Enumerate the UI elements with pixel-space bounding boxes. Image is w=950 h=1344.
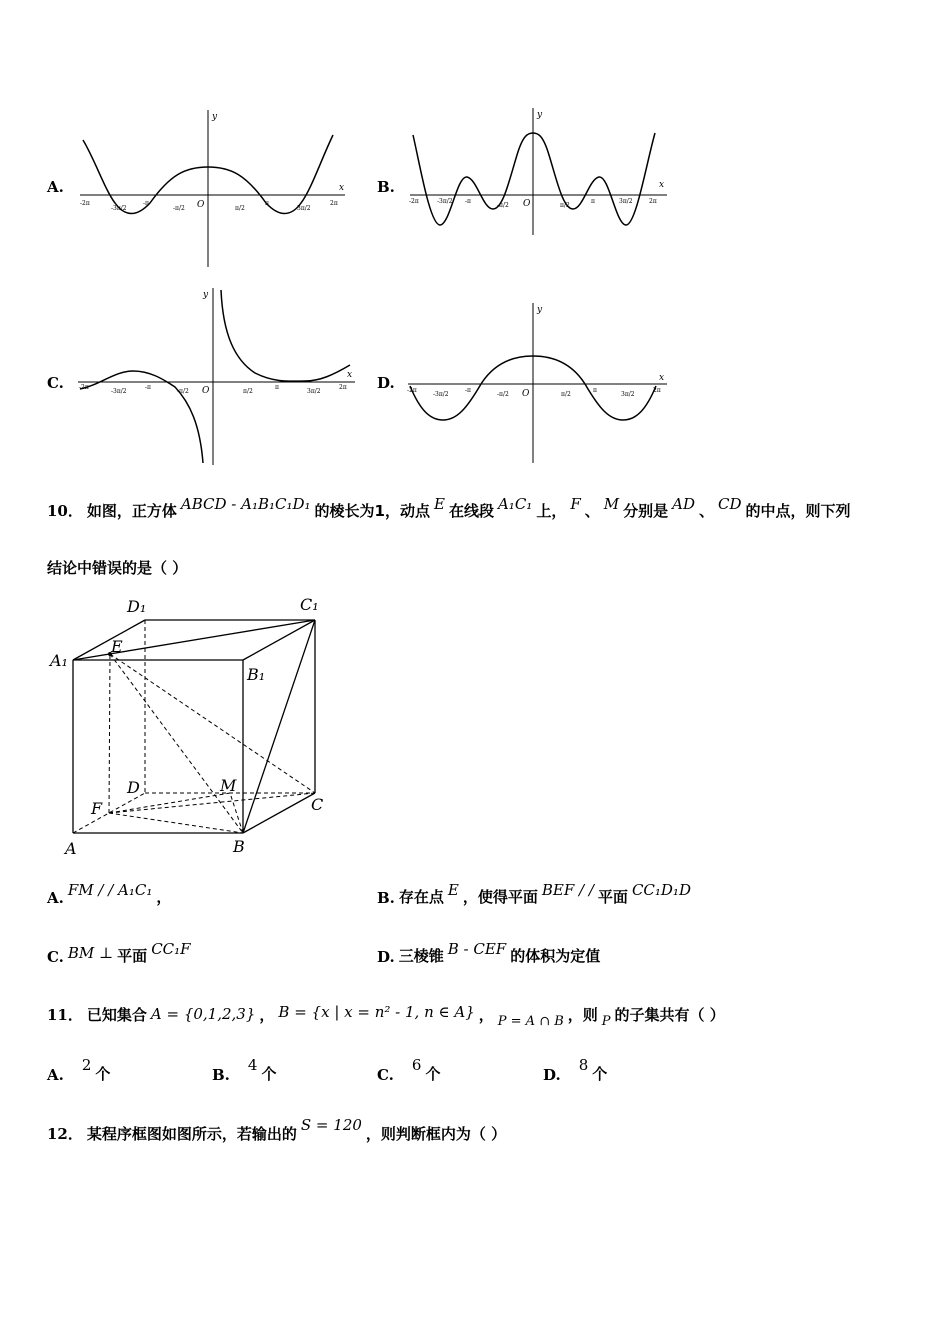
tick-label: 2π [339, 384, 347, 391]
vertex-b: B [233, 837, 245, 856]
option-value: 6 [411, 1056, 422, 1074]
tick-label: -π [465, 387, 471, 394]
q11-text: ，则 [567, 1006, 598, 1024]
option-math: E [447, 881, 459, 899]
option-label: C. [47, 948, 64, 966]
tick-label: -π [145, 384, 151, 391]
option-text: 存在点 [398, 888, 444, 906]
line-eb [110, 654, 243, 833]
y-label: y [537, 110, 543, 120]
tick-label: -3π/2 [111, 388, 127, 395]
q11-stem [47, 1003, 729, 1029]
q11-option-b[interactable] [212, 1056, 280, 1084]
q11-math-a: A = {0,1,2,3} [150, 1005, 256, 1023]
q10-math-cube: ABCD - A₁B₁C₁D₁ [180, 495, 311, 513]
vertex-d: D [127, 778, 140, 797]
tick-label: -2π [409, 198, 419, 205]
q10-option-b[interactable] [377, 881, 695, 907]
vertex-m: M [220, 776, 237, 795]
curve [413, 133, 655, 225]
graph-b [405, 105, 670, 240]
q10-math-f: F [570, 495, 581, 513]
tick-label: -π/2 [173, 205, 185, 212]
q10-math-cd: CD [718, 495, 742, 513]
cube-figure [45, 588, 345, 860]
tick-label: -π [465, 198, 471, 205]
tick-label: -π [143, 200, 149, 207]
origin-label: O [197, 200, 205, 210]
vertex-e: E [111, 637, 123, 656]
option-label: A. [47, 1066, 64, 1084]
q11-number: 11． [47, 1006, 83, 1024]
q11-text: ， [478, 1006, 494, 1024]
vertex-c1: C₁ [300, 595, 319, 614]
q10-option-c[interactable] [47, 940, 195, 966]
q11-option-a[interactable] [47, 1056, 114, 1084]
q11-text: 已知集合 [86, 1006, 147, 1024]
vertex-d1: D₁ [127, 597, 147, 616]
option-unit: 个 [592, 1065, 608, 1083]
curve-left [80, 371, 203, 463]
q10-math-ad: AD [672, 495, 695, 513]
tick-label: -π/2 [177, 388, 189, 395]
graph-a-label: A. [47, 178, 64, 196]
line-bm [230, 793, 243, 833]
line-bc1 [243, 620, 315, 833]
q10-text: 在线段 [448, 502, 494, 520]
option-value: 8 [578, 1056, 589, 1074]
option-text: ，使得平面 [462, 888, 538, 906]
graph-d-label: D. [377, 374, 395, 392]
tick-label: π [593, 387, 597, 394]
tick-label: 2π [649, 198, 657, 205]
option-text: 三棱锥 [398, 947, 444, 965]
q12-stem [47, 1116, 510, 1144]
option-unit: 个 [261, 1065, 277, 1083]
tick-label: -3π/2 [111, 205, 127, 212]
tick-label: -π/2 [497, 202, 509, 209]
x-label: x [659, 373, 665, 383]
q12-number: 12． [47, 1125, 83, 1143]
vertex-b1: B₁ [247, 665, 266, 684]
graph-b-label: B. [377, 178, 395, 196]
tick-label: π [275, 384, 279, 391]
x-label: x [659, 180, 665, 190]
option-math: FM / / A₁C₁ [67, 881, 153, 899]
option-label: D. [377, 948, 395, 966]
q11-math-p2: P [601, 1014, 611, 1029]
tick-label: -3π/2 [433, 391, 449, 398]
tick-label: π/2 [243, 388, 253, 395]
y-label: y [212, 112, 218, 122]
q11-math-b: B = {x | x = n² - 1, n ∈ A} [278, 1003, 475, 1021]
tick-label: 3π/2 [307, 388, 321, 395]
q10-text: 如图，正方体 [86, 502, 177, 520]
option-text: ， [156, 888, 172, 906]
y-label: y [203, 290, 209, 300]
option-label: C. [377, 1066, 394, 1084]
q12-math-s: S = 120 [300, 1116, 362, 1134]
option-math: BM ⊥ [67, 944, 114, 962]
tick-label: -2π [407, 387, 417, 394]
origin-label: O [202, 386, 210, 396]
option-label: D. [543, 1066, 561, 1084]
q12-text: ，则判断框内为（ ） [365, 1125, 507, 1143]
tick-label: π/2 [561, 391, 571, 398]
q11-text: ， [259, 1006, 275, 1024]
edge-bc [243, 793, 315, 833]
line-fe [109, 654, 110, 813]
tick-label: 2π [653, 387, 661, 394]
tick-label: π/2 [235, 205, 245, 212]
option-math: CC₁F [151, 940, 191, 958]
q10-option-a[interactable] [47, 881, 175, 907]
option-text: 的体积为定值 [510, 947, 601, 965]
tick-label: -2π [80, 200, 90, 207]
line-fb [109, 813, 243, 833]
tick-label: -3π/2 [437, 198, 453, 205]
graph-a [75, 105, 350, 270]
option-label: B. [212, 1066, 230, 1084]
option-unit: 个 [425, 1065, 441, 1083]
vertex-c: C [311, 795, 324, 814]
option-text: 平面 [597, 888, 628, 906]
vertex-f: F [91, 799, 103, 818]
y-label: y [537, 305, 543, 315]
q10-stem-line2: 结论中错误的是（ ） [47, 559, 188, 577]
q10-text: 上， [536, 502, 567, 520]
q10-text: 的棱长为1，动点 [314, 502, 430, 520]
tick-label: 3π/2 [297, 205, 311, 212]
q12-text: 某程序框图如图所示，若输出的 [86, 1125, 297, 1143]
tick-label: π [591, 198, 595, 205]
q10-math-m: M [603, 495, 620, 513]
tick-label: 3π/2 [619, 198, 633, 205]
q11-text: 的子集共有（ ） [614, 1006, 725, 1024]
line-ec [110, 654, 315, 793]
option-math: BEF / / [541, 881, 594, 899]
x-label: x [339, 183, 345, 193]
option-value: 4 [247, 1056, 258, 1074]
option-label: B. [377, 889, 395, 907]
q10-text: 、 [699, 502, 715, 520]
q10-text: 、 [584, 502, 600, 520]
curve-right [221, 290, 353, 381]
x-label: x [347, 370, 353, 380]
option-text: 平面 [117, 947, 148, 965]
option-math: B - CEF [447, 940, 507, 958]
tick-label: π [265, 200, 269, 207]
q10-text: 分别是 [623, 502, 669, 520]
vertex-a1: A₁ [50, 651, 68, 670]
q10-number: 10． [47, 502, 83, 520]
tick-label: -π/2 [497, 391, 509, 398]
tick-label: π/2 [560, 202, 570, 209]
graph-c [75, 285, 360, 467]
q10-text: 的中点，则下列 [745, 502, 851, 520]
option-unit: 个 [95, 1065, 111, 1083]
q10-math-e: E [434, 495, 445, 513]
origin-label: O [523, 199, 531, 209]
q10-stem-line1 [47, 495, 855, 521]
option-value: 2 [81, 1056, 92, 1074]
q10-option-d[interactable] [377, 940, 604, 966]
graph-d [405, 300, 670, 465]
q11-option-c[interactable] [377, 1056, 444, 1084]
tick-label: -2π [79, 384, 89, 391]
tick-label: 2π [330, 200, 338, 207]
q11-math-p: P = A ∩ B [497, 1014, 564, 1029]
tick-label: 3π/2 [621, 391, 635, 398]
origin-label: O [522, 389, 530, 399]
option-math: CC₁D₁D [631, 881, 691, 899]
graph-c-label: C. [47, 374, 64, 392]
q11-option-d[interactable] [543, 1056, 611, 1084]
q10-math-a1c1: A₁C₁ [497, 495, 533, 513]
vertex-a: A [65, 839, 77, 858]
option-label: A. [47, 889, 64, 907]
